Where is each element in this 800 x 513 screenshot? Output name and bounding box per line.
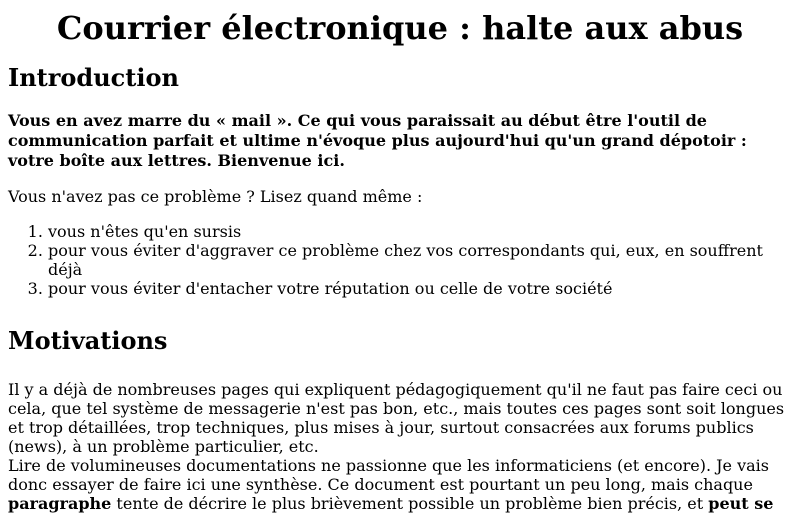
list-item: 2. pour vous éviter d'aggraver ce problème chez vos correspondants qui, eux, en souffrent déjà bbox=[48, 241, 792, 279]
motivations-heading: Motivations bbox=[8, 326, 168, 355]
motivations-para1: Il y a déjà de nombreuses pages qui expliquent pédagogiquement qu'il ne faut pas faire ceci ou cela, que tel système de messagerie n'est pas bon, etc., mais toutes ces pages sont soit longues et trop détaillées, trop techniques, plus mises à jour, surtout consacrées aux forums publics (news), à un problème particulier, etc. bbox=[8, 380, 785, 456]
section-motivations bbox=[8, 326, 792, 513]
page-title: Courrier électronique : halte aux abus bbox=[56, 9, 744, 47]
motivations-para2-bold1: paragraphe bbox=[8, 494, 112, 513]
motivations-para2-start: Lire de volumineuses documentations ne passionne que les informaticiens (et encore). Je vais donc essayer de faire ici une synthèse. Ce document est pourtant un peu long, mais chaque bbox=[8, 456, 770, 494]
motivations-para2-bold2: peut se bbox=[708, 494, 774, 513]
not-problem-text: Vous n'avez pas ce problème ? Lisez quand même : bbox=[8, 187, 423, 206]
motivations-paragraph bbox=[8, 380, 792, 513]
section-introduction bbox=[8, 63, 792, 298]
introduction-lead: Vous en avez marre du « mail ». Ce qui vous paraissait au début être l'outil de communication parfait et ultime n'évoque plus aujourd'hui qu'un grand dépotoir : votre boîte aux lettres. Bienvenue ici. bbox=[8, 111, 747, 170]
list-item: 3. pour vous éviter d'entacher votre réputation ou celle de votre société bbox=[48, 279, 792, 298]
document-page bbox=[0, 9, 800, 513]
reasons-list bbox=[8, 222, 792, 298]
list-item: 1. vous n'êtes qu'en sursis bbox=[48, 222, 792, 241]
motivations-para2-mid: tente de décrire le plus brièvement possible un problème bien précis, et bbox=[111, 494, 709, 513]
introduction-heading: Introduction bbox=[8, 63, 179, 92]
